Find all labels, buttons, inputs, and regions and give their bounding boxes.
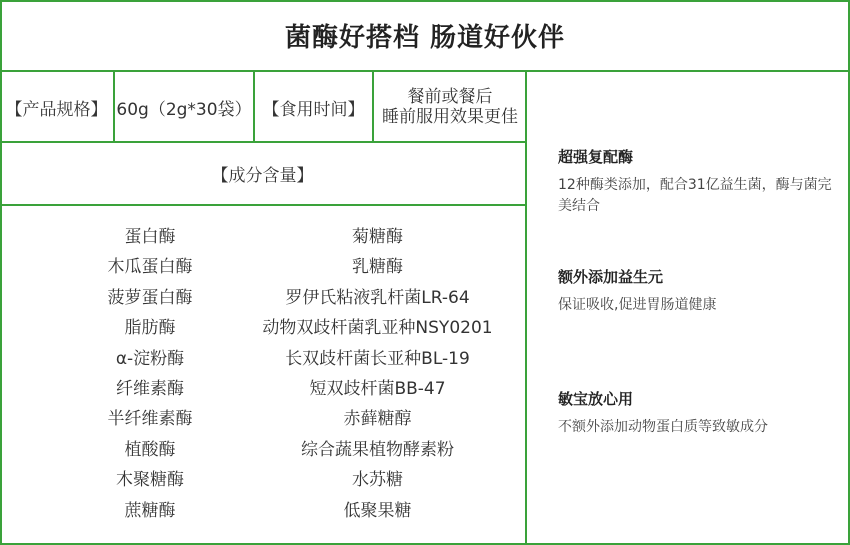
divider (113, 72, 115, 142)
usage-label: 【食用时间】 (262, 99, 365, 120)
ingredient-item: 长双歧杆菌长亚种BL-19 (285, 348, 470, 369)
feature-desc: 保证吸收,促进胃肠道健康 (558, 297, 717, 313)
ingredients-right-column (250, 222, 505, 526)
feature-desc: 12种酶类添加，配合31亿益生菌，酶与菌完美结合 (558, 177, 832, 214)
ingredient-item: 低聚果糖 (343, 500, 412, 521)
usage-value-line2: 睡前服用效果更佳 (382, 107, 518, 127)
page-title: 菌酶好搭档 肠道好伙伴 (284, 22, 566, 53)
ingredient-item: 木瓜蛋白酶 (107, 257, 193, 278)
ingredient-item: 赤藓糖醇 (343, 409, 412, 430)
ingredient-item: 植酸酶 (124, 439, 176, 460)
spec-label: 【产品规格】 (5, 99, 108, 120)
feature-title: 敏宝放心用 (558, 390, 634, 408)
ingredient-item: 脂肪酶 (124, 318, 176, 339)
ingredient-item: 水苏糖 (352, 470, 403, 491)
ingredient-item: α-淀粉酶 (115, 348, 185, 369)
ingredient-item: 半纤维素酶 (107, 409, 193, 430)
ingredient-item: 木聚糖酶 (116, 470, 184, 491)
spec-value: 60g（2g*30袋） (116, 99, 252, 120)
ingredient-item: 动物双歧杆菌乳亚种NSY0201 (262, 318, 493, 339)
usage-value-line1: 餐前或餐后 (407, 87, 493, 107)
divider (0, 204, 526, 206)
feature-title: 额外添加益生元 (558, 268, 664, 286)
divider (372, 72, 374, 142)
ingredient-item: 乳糖酶 (352, 257, 403, 278)
ingredient-item: 菊糖酶 (352, 227, 403, 247)
feature-desc: 不额外添加动物蛋白质等致敏成分 (558, 419, 768, 435)
ingredient-item: 综合蔬果植物酵素粉 (301, 439, 454, 460)
ingredients-left-column (30, 222, 270, 526)
divider (253, 72, 255, 142)
ingredient-item: 菠萝蛋白酶 (107, 287, 193, 308)
title-row (0, 0, 850, 72)
ingredients-header: 【成分含量】 (211, 166, 314, 186)
usage-value (374, 72, 526, 142)
feature-prebiotic (558, 266, 833, 316)
ingredient-item: 短双歧杆菌BB-47 (309, 378, 446, 399)
ingredient-item: 蔗糖酶 (124, 500, 176, 521)
feature-allergen-free (558, 388, 833, 438)
ingredient-item: 罗伊氏粘液乳杆菌LR-64 (285, 287, 470, 308)
ingredient-item: 纤维素酶 (116, 378, 184, 399)
ingredient-item: 蛋白酶 (124, 227, 176, 247)
feature-title: 超强复配酶 (558, 148, 634, 166)
feature-enzyme (558, 146, 833, 217)
